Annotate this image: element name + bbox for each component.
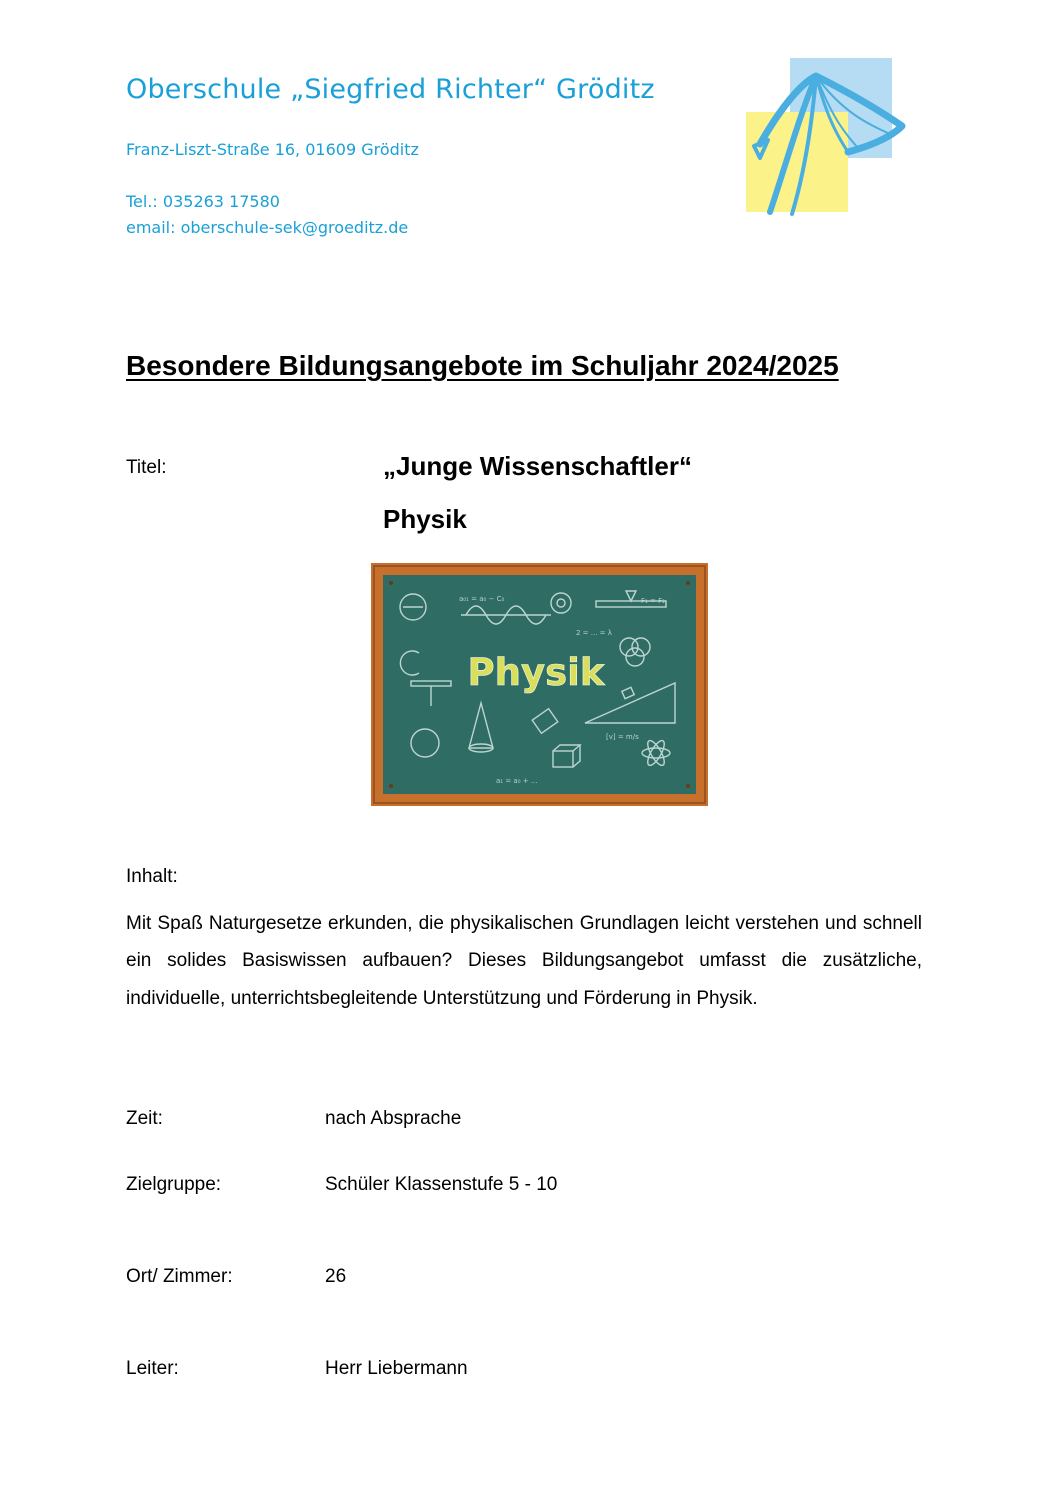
zeit-label: Zeit:	[126, 1108, 163, 1129]
svg-text:F₁ = F₂: F₁ = F₂	[641, 597, 665, 605]
zielgruppe-label: Zielgruppe:	[126, 1174, 222, 1195]
svg-text:2 = ... = λ: 2 = ... = λ	[576, 629, 612, 637]
leiter-label: Leiter:	[126, 1358, 179, 1379]
svg-text:a₁ = a₀ + ...: a₁ = a₀ + ...	[496, 777, 538, 785]
svg-text:[v] = m/s: [v] = m/s	[606, 733, 639, 741]
physik-chalkboard-image	[371, 563, 708, 806]
ort-zimmer-value: 26	[325, 1266, 347, 1287]
school-name: Oberschule „Siegfried Richter“ Gröditz	[126, 74, 655, 105]
offer-title: „Junge Wissenschaftler“	[383, 451, 692, 481]
school-phone: Tel.: 035263 17580	[126, 192, 280, 211]
zielgruppe-value: Schüler Klassenstufe 5 - 10	[325, 1174, 558, 1195]
inhalt-label: Inhalt:	[126, 866, 178, 887]
zeit-value: nach Absprache	[325, 1108, 462, 1129]
school-address: Franz-Liszt-Straße 16, 01609 Gröditz	[126, 140, 419, 159]
offer-subject: Physik	[383, 504, 467, 534]
ort-zimmer-label: Ort/ Zimmer:	[126, 1266, 233, 1287]
page-title: Besondere Bildungsangebote im Schuljahr 2024/2025	[126, 350, 839, 381]
content-description: Mit Spaß Naturgesetze erkunden, die physikalischen Grundlagen leicht verstehen und schnell ein solides Basiswissen aufbauen? Dieses Bildungsangebot umfasst die zusätzliche, individuelle, unterrichtsbegleitende Unterstützung und Förderung in Physik.	[126, 913, 922, 1009]
school-email: email: oberschule-sek@groeditz.de	[126, 218, 409, 237]
titel-label: Titel:	[126, 457, 167, 478]
school-logo-icon	[740, 54, 912, 220]
svg-text:a₀₁ = a₀ − C₀: a₀₁ = a₀ − C₀	[459, 595, 505, 603]
leiter-value: Herr Liebermann	[325, 1358, 468, 1379]
chalkboard-title: Physik	[467, 651, 605, 694]
